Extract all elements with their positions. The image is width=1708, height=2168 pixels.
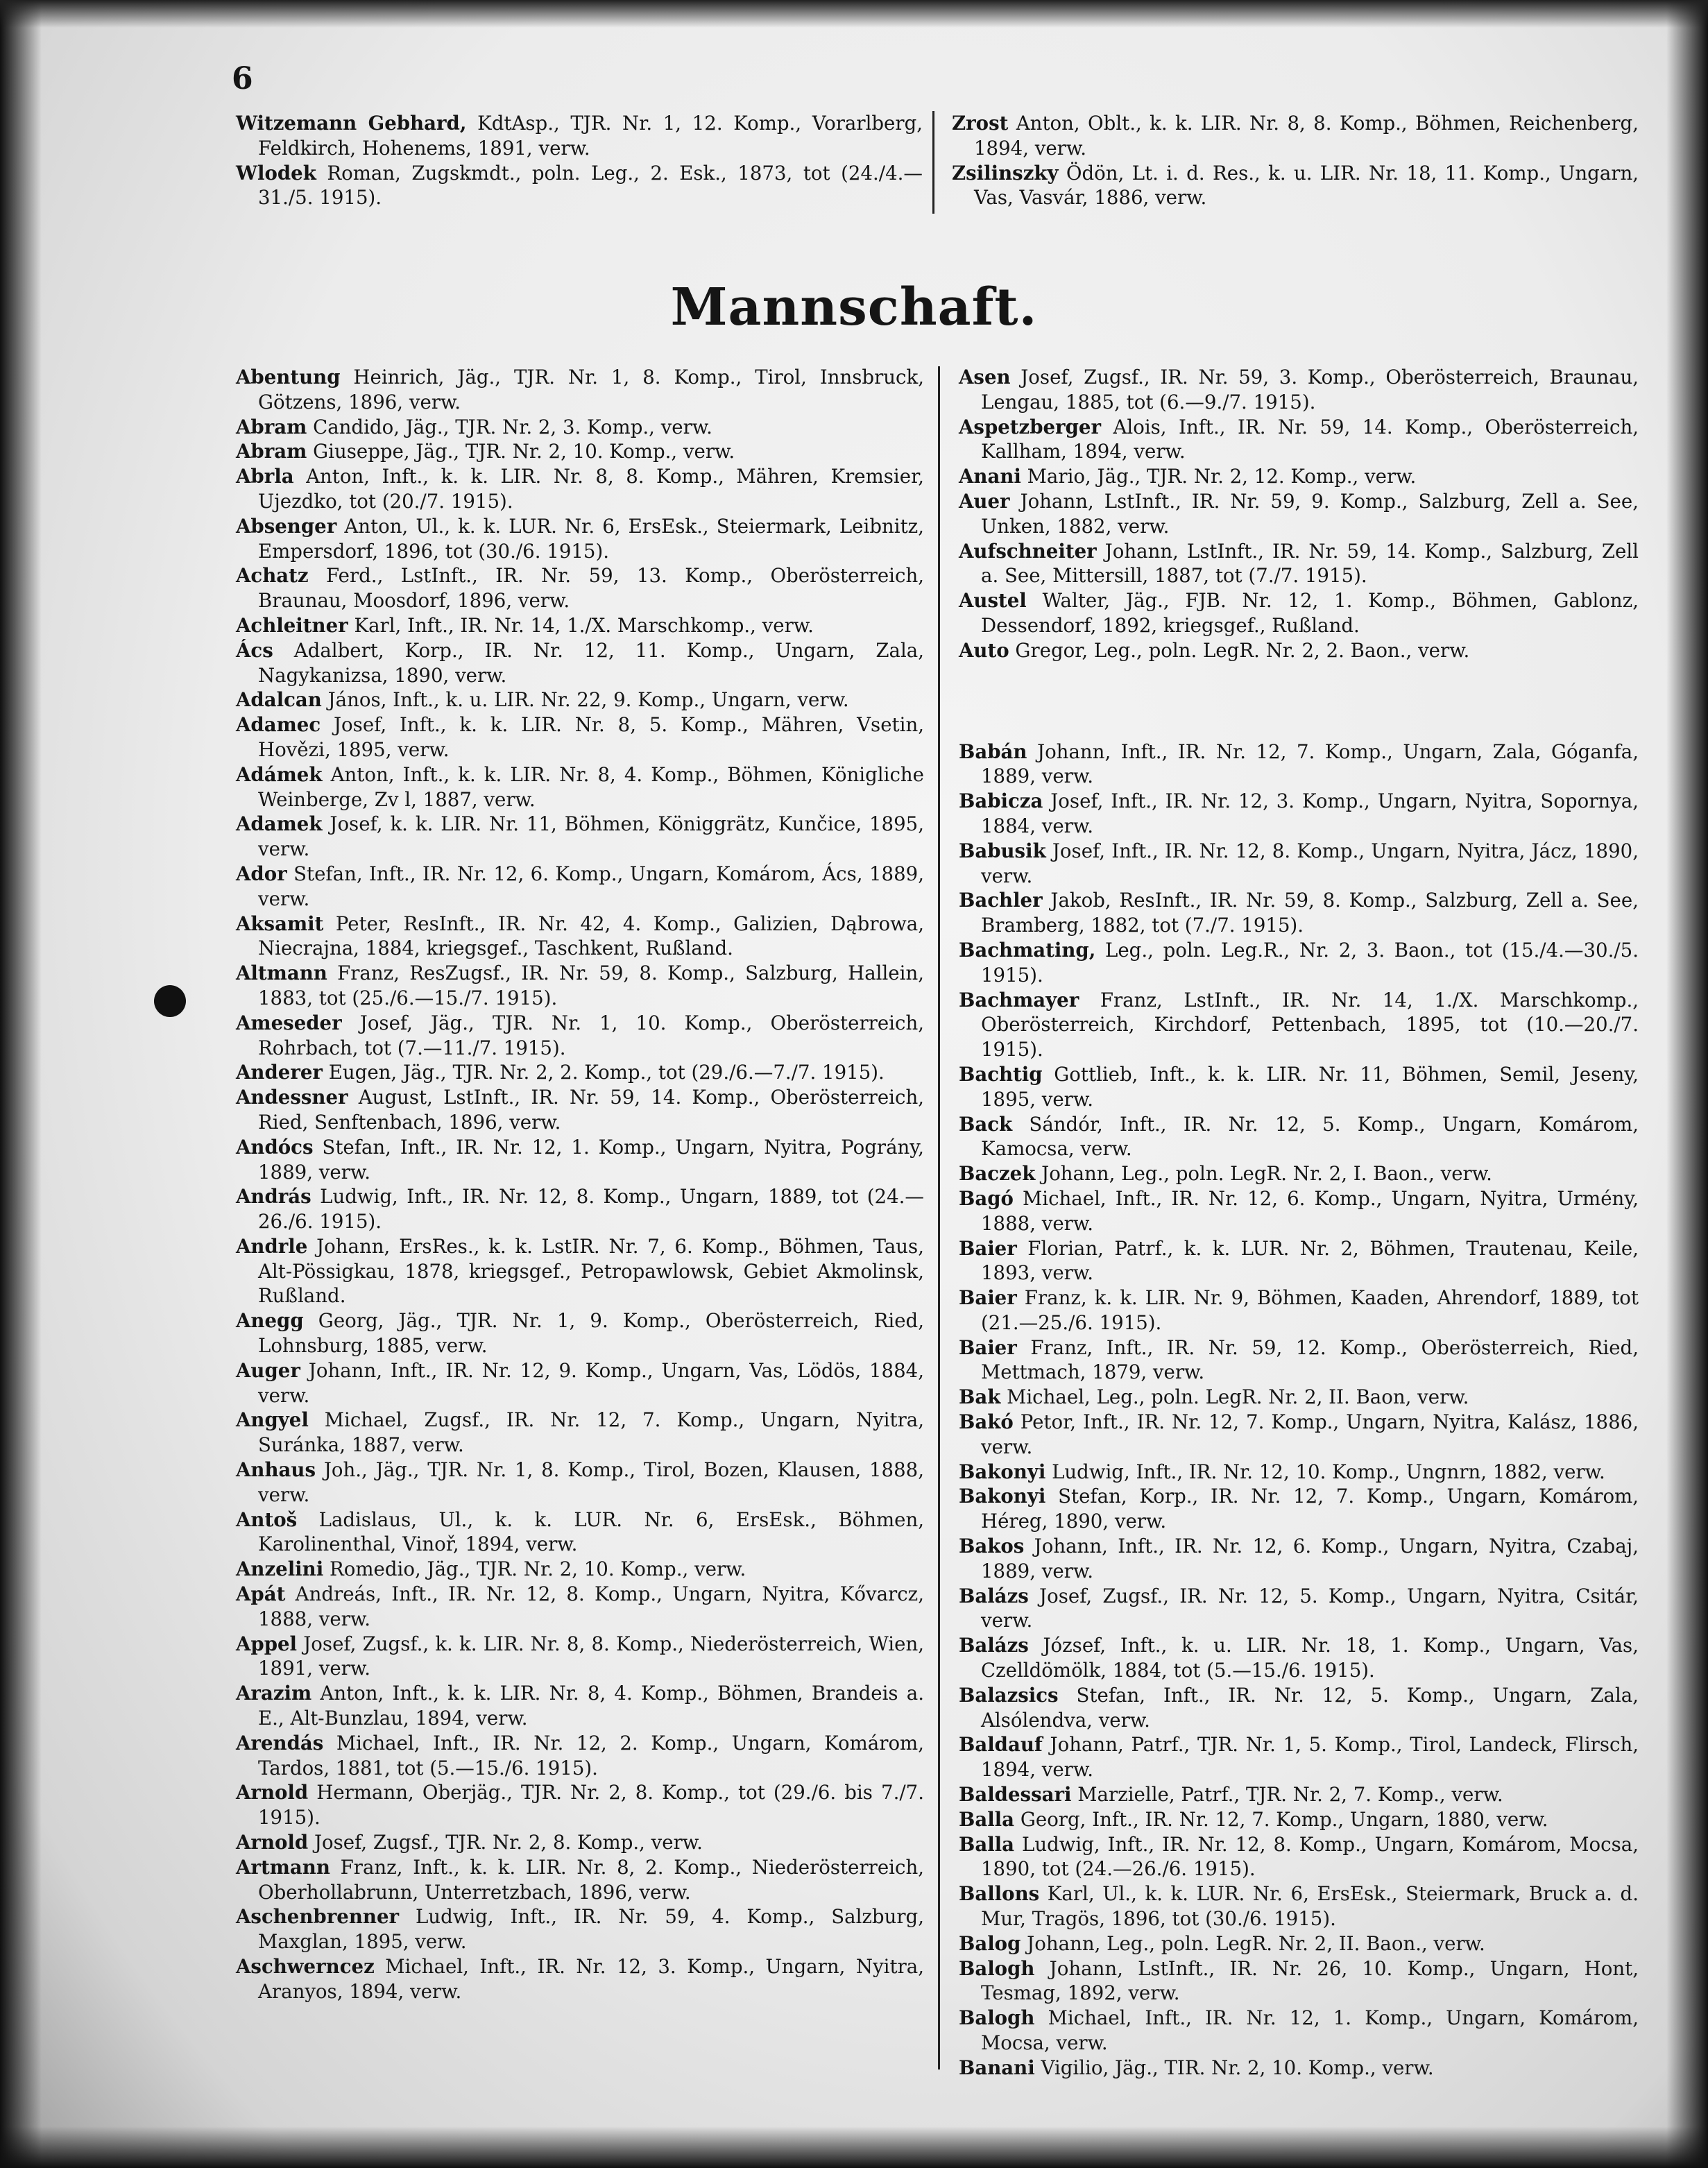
entry-details: Anton, Ul., k. k. LUR. Nr. 6, ErsEsk., Steiermark, Leibnitz, Empersdorf, 1896, tot (30./6. 1915).	[258, 514, 924, 563]
entry-surname: Abram	[236, 440, 307, 463]
roster-entry	[959, 1236, 1639, 1286]
entry-surname: Bachmayer	[959, 988, 1079, 1012]
entry-surname: Arendás	[236, 1731, 324, 1755]
entry-details: Ferd., LstInft., IR. Nr. 59, 13. Komp., Oberösterreich, Braunau, Moosdorf, 1896, verw.	[258, 564, 924, 613]
roster-column-right	[959, 365, 1639, 2081]
entry-details: Josef, Zugsf., IR. Nr. 59, 3. Komp., Oberösterreich, Braunau, Lengau, 1885, tot (6.—9./7. 1915).	[981, 366, 1639, 413]
entry-details: Gregor, Leg., poln. LegR. Nr. 2, 2. Baon., verw.	[1009, 638, 1470, 662]
roster-entry	[236, 812, 924, 862]
roster-entry	[959, 1732, 1639, 1782]
entry-surname: Balog	[959, 1931, 1021, 1955]
entry-surname: Bachtig	[959, 1062, 1043, 1086]
roster-column-left	[236, 365, 924, 2004]
entry-details: Michael, Zugsf., IR. Nr. 12, 7. Komp., Ungarn, Nyitra, Suránka, 1887, verw.	[258, 1408, 924, 1457]
entry-surname: Adamec	[236, 713, 321, 737]
entry-surname: Bak	[959, 1385, 1001, 1409]
entry-surname: Abentung	[236, 366, 341, 389]
entry-details: Johann, Leg., poln. LegR. Nr. 2, II. Baon., verw.	[1020, 1931, 1485, 1955]
entry-surname: Arnold	[236, 1781, 309, 1804]
entry-details: János, Inft., k. u. LIR. Nr. 22, 9. Komp., Ungarn, verw.	[321, 688, 849, 712]
entry-surname: Bakonyi	[959, 1460, 1046, 1483]
entry-details: Josef, Inft., IR. Nr. 12, 3. Komp., Ungarn, Nyitra, Sopornya, 1884, verw.	[981, 789, 1639, 837]
entry-surname: Aksamit	[236, 912, 324, 935]
roster-entry	[236, 862, 924, 912]
roster-entry	[236, 688, 924, 712]
entry-details: Josef, Zugsf., TJR. Nr. 2, 8. Komp., verw.	[308, 1831, 703, 1854]
roster-entry	[236, 1557, 924, 1582]
roster-entry	[959, 938, 1639, 988]
roster-entry	[959, 588, 1639, 638]
entry-details: Michael, Inft., IR. Nr. 12, 6. Komp., Ungarn, Nyitra, Urmény, 1888, verw.	[981, 1186, 1639, 1235]
entry-surname: Asen	[959, 366, 1011, 389]
entry-surname: Baldessari	[959, 1783, 1072, 1807]
entry-details: Candido, Jäg., TJR. Nr. 2, 3. Komp., verw.	[307, 415, 712, 438]
entry-surname: Apát	[236, 1582, 286, 1606]
entry-surname: Back	[959, 1112, 1013, 1136]
entry-surname: Achatz	[236, 564, 309, 588]
roster-entry	[952, 161, 1639, 211]
roster-entry	[236, 1508, 924, 1557]
entry-details: Johann, Inft., IR. Nr. 12, 7. Komp., Ungarn, Zala, Góganfa, 1889, verw.	[981, 740, 1639, 788]
roster-entry	[959, 1460, 1639, 1485]
entry-details: Eugen, Jäg., TJR. Nr. 2, 2. Komp., tot (29./6.—7./7. 1915).	[322, 1061, 885, 1084]
roster-entry	[959, 1161, 1639, 1186]
entry-details: Gottlieb, Inft., k. k. LIR. Nr. 11, Böhmen, Semil, Jeseny, 1895, verw.	[981, 1062, 1639, 1111]
entry-details: Josef, Inft., k. k. LIR. Nr. 8, 5. Komp., Mähren, Vsetin, Hovězi, 1895, verw.	[258, 713, 924, 761]
roster-entry	[959, 1807, 1639, 1832]
entry-details: Anton, Oblt., k. k. LIR. Nr. 8, 8. Komp., Böhmen, Reichenberg, 1894, verw.	[974, 112, 1639, 160]
entry-details: Adalbert, Korp., IR. Nr. 12, 11. Komp., Ungarn, Zala, Nagykanizsa, 1890, verw.	[258, 638, 924, 687]
entry-details: Georg, Inft., IR. Nr. 12, 7. Komp., Ungarn, 1880, verw.	[1014, 1807, 1548, 1831]
roster-entry	[959, 1385, 1639, 1410]
entry-surname: Arazim	[236, 1682, 312, 1705]
roster-entry	[236, 365, 924, 415]
roster-entry	[959, 1484, 1639, 1534]
entry-surname: Anani	[959, 465, 1021, 488]
entry-details: Johann, LstInft., IR. Nr. 26, 10. Komp., Ungarn, Hont, Tesmag, 1892, verw.	[981, 1956, 1639, 2005]
roster-entry	[236, 464, 924, 514]
roster-entry	[236, 439, 924, 464]
roster-entry	[959, 839, 1639, 889]
entry-surname: Abrla	[236, 465, 294, 488]
entry-surname: Babusik	[959, 839, 1046, 862]
roster-entry	[959, 638, 1639, 663]
roster-entry	[959, 789, 1639, 839]
roster-entry	[236, 961, 924, 1011]
entry-surname: Austel	[959, 589, 1027, 613]
entry-surname: Baczek	[959, 1162, 1036, 1186]
roster-entry	[959, 1584, 1639, 1634]
entry-surname: Babicza	[959, 789, 1043, 813]
roster-entry	[952, 111, 1639, 161]
roster-entry	[236, 912, 924, 962]
roster-entry	[236, 514, 924, 564]
entry-surname: Wlodek	[236, 161, 316, 185]
roster-entry	[236, 1458, 924, 1508]
roster-entry	[959, 1062, 1639, 1112]
entry-details: Sándór, Inft., IR. Nr. 12, 5. Komp., Ungarn, Komárom, Kamocsa, verw.	[981, 1112, 1639, 1161]
roster-entry	[959, 1832, 1639, 1882]
entry-details: Johann, Leg., poln. LegR. Nr. 2, I. Baon., verw.	[1035, 1162, 1492, 1186]
entry-details: Franz, LstInft., IR. Nr. 14, 1./X. Marschkomp., Oberösterreich, Kirchdorf, Pettenbach, 1895, tot (10.—20./7. 1915).	[981, 988, 1639, 1061]
entry-details: Franz, Inft., k. k. LIR. Nr. 8, 2. Komp., Niederösterreich, Oberhollabrunn, Unterretzbach, 1896, verw.	[258, 1855, 924, 1904]
officers-column-left	[236, 111, 923, 210]
entry-surname: Artmann	[236, 1855, 330, 1879]
entry-details: Johann, Patrf., TJR. Nr. 1, 5. Komp., Tirol, Landeck, Flirsch, 1894, verw.	[981, 1733, 1639, 1782]
entry-details: Ludwig, Inft., IR. Nr. 12, 8. Komp., Ungarn, Komárom, Mocsa, 1890, tot (24.—26./6. 1915).	[981, 1832, 1639, 1881]
entry-surname: Anhaus	[236, 1458, 316, 1482]
entry-details: Michael, Inft., IR. Nr. 12, 2. Komp., Ungarn, Komárom, Tardos, 1881, tot (5.—15./6. 1915).	[258, 1731, 924, 1779]
entry-details: Stefan, Korp., IR. Nr. 12, 7. Komp., Ungarn, Komárom, Héreg, 1890, verw.	[981, 1485, 1639, 1533]
roster-entry	[236, 1135, 924, 1185]
entry-details: Michael, Leg., poln. LegR. Nr. 2, II. Baon, verw.	[1000, 1385, 1469, 1409]
entry-surname: Ameseder	[236, 1011, 342, 1034]
roster-group-a	[959, 365, 1639, 663]
entry-details: Johann, Inft., IR. Nr. 12, 6. Komp., Ungarn, Nyitra, Czabaj, 1889, verw.	[981, 1535, 1639, 1582]
entry-surname: Andrle	[236, 1234, 308, 1258]
roster-entry	[959, 888, 1639, 938]
entry-details: Ludwig, Inft., IR. Nr. 12, 10. Komp., Ungnrn, 1882, verw.	[1045, 1460, 1605, 1483]
entry-details: Stefan, Inft., IR. Nr. 12, 1. Komp., Ungarn, Nyitra, Pográny, 1889, verw.	[258, 1135, 924, 1184]
entry-details: Florian, Patrf., k. k. LUR. Nr. 2, Böhmen, Trautenau, Keile, 1893, verw.	[981, 1236, 1639, 1285]
entry-details: Petor, Inft., IR. Nr. 12, 7. Komp., Ungarn, Nyitra, Kalász, 1886, verw.	[981, 1410, 1639, 1458]
entry-details: Karl, Inft., IR. Nr. 14, 1./X. Marschkomp., verw.	[348, 613, 814, 637]
entry-details: Georg, Jäg., TJR. Nr. 1, 9. Komp., Oberösterreich, Ried, Lohnsburg, 1885, verw.	[258, 1309, 924, 1358]
roster-entry	[959, 1335, 1639, 1385]
entry-details: Hermann, Oberjäg., TJR. Nr. 2, 8. Komp., tot (29./6. bis 7./7. 1915).	[258, 1781, 924, 1829]
roster-entry	[959, 1112, 1639, 1162]
entry-surname: Aufschneiter	[959, 539, 1097, 563]
entry-surname: Bakonyi	[959, 1485, 1046, 1508]
roster-entry	[236, 161, 923, 211]
entry-surname: Adámek	[236, 762, 323, 786]
roster-entry	[959, 464, 1639, 489]
roster-entry	[959, 365, 1639, 415]
entry-surname: Abram	[236, 415, 307, 438]
scan-edge-top	[0, 0, 1708, 28]
roster-entry	[236, 1234, 924, 1308]
ink-blot	[154, 985, 186, 1017]
roster-entry	[236, 1085, 924, 1135]
scan-edge-bottom	[0, 2126, 1708, 2168]
entry-details: Mario, Jäg., TJR. Nr. 2, 12. Komp., verw.	[1020, 465, 1417, 488]
entry-surname: Baier	[959, 1236, 1017, 1260]
roster-entry	[236, 1681, 924, 1731]
roster-entry	[236, 563, 924, 613]
officers-column-right	[952, 111, 1639, 210]
roster-entry	[236, 1308, 924, 1358]
roster-entry	[959, 2056, 1639, 2081]
entry-surname: Anderer	[236, 1061, 323, 1084]
entry-details: Jakob, ResInft., IR. Nr. 59, 8. Komp., Salzburg, Zell a. See, Bramberg, 1882, tot (7./7. 1915).	[981, 889, 1639, 937]
entry-details: Walter, Jäg., FJB. Nr. 12, 1. Komp., Böhmen, Gablonz, Dessendorf, 1892, kriegsgef., Rußland.	[981, 589, 1639, 637]
entry-surname: Arnold	[236, 1831, 309, 1854]
roster-entry	[959, 1633, 1639, 1683]
entry-surname: Auer	[959, 489, 1010, 513]
entry-details: Andreás, Inft., IR. Nr. 12, 8. Komp., Ungarn, Nyitra, Kővarcz, 1888, verw.	[258, 1582, 924, 1630]
entry-details: Ludwig, Inft., IR. Nr. 59, 4. Komp., Salzburg, Maxglan, 1895, verw.	[258, 1905, 924, 1954]
entry-surname: Andessner	[236, 1086, 348, 1109]
entry-surname: Achleitner	[236, 613, 348, 637]
entry-surname: Baier	[959, 1286, 1017, 1310]
entry-details: Franz, ResZugsf., IR. Nr. 59, 8. Komp., Salzburg, Hallein, 1883, tot (25./6.—15./7. 1915).	[258, 962, 924, 1009]
entry-details: Josef, Zugsf., IR. Nr. 12, 5. Komp., Ungarn, Nyitra, Csitár, verw.	[981, 1584, 1639, 1632]
entry-surname: Bagó	[959, 1186, 1014, 1210]
entry-details: Giuseppe, Jäg., TJR. Nr. 2, 10. Komp., verw.	[307, 440, 735, 463]
entry-surname: Ács	[236, 638, 273, 662]
entry-details: Anton, Inft., k. k. LIR. Nr. 8, 4. Komp., Böhmen, Brandeis a. E., Alt-Bunzlau, 1894, verw.	[258, 1682, 924, 1730]
roster-entry	[236, 1780, 924, 1830]
entry-details: Franz, Inft., IR. Nr. 59, 12. Komp., Oberösterreich, Ried, Mettmach, 1879, verw.	[981, 1335, 1639, 1384]
entry-surname: Ador	[236, 862, 287, 885]
entry-details: Josef, k. k. LIR. Nr. 11, Böhmen, Königgrätz, Kunčice, 1895, verw.	[258, 812, 924, 861]
roster-entry	[959, 539, 1639, 589]
roster-entry	[236, 1060, 924, 1085]
entry-details: Leg., poln. Leg.R., Nr. 2, 3. Baon., tot (15./4.—30./5. 1915).	[981, 938, 1639, 987]
entry-surname: Anzelini	[236, 1557, 324, 1581]
entry-surname: Balla	[959, 1832, 1015, 1856]
entry-surname: Antoš	[236, 1508, 298, 1531]
entry-surname: Baldauf	[959, 1733, 1043, 1757]
entry-details: Alois, Inft., IR. Nr. 59, 14. Komp., Oberösterreich, Kallham, 1894, verw.	[981, 415, 1639, 463]
entry-surname: Witzemann Gebhard,	[236, 112, 467, 135]
entry-surname: Balla	[959, 1807, 1015, 1831]
entry-details: Heinrich, Jäg., TJR. Nr. 1, 8. Komp., Tirol, Innsbruck, Götzens, 1896, verw.	[258, 366, 924, 413]
entry-surname: Zrost	[952, 112, 1009, 135]
entry-details: Franz, k. k. LIR. Nr. 9, Böhmen, Kaaden, Ahrendorf, 1889, tot (21.—25./6. 1915).	[981, 1286, 1639, 1334]
roster-entry	[236, 111, 923, 161]
entry-details: Johann, Inft., IR. Nr. 12, 9. Komp., Ungarn, Vas, Lödös, 1884, verw.	[258, 1358, 924, 1407]
roster-entry	[236, 712, 924, 762]
entry-surname: Adamek	[236, 812, 323, 836]
entry-surname: Banani	[959, 2056, 1035, 2079]
column-divider-top	[932, 111, 934, 214]
entry-surname: Bachler	[959, 889, 1043, 912]
entry-details: Michael, Inft., IR. Nr. 12, 3. Komp., Ungarn, Nyitra, Aranyos, 1894, verw.	[258, 1955, 924, 2003]
roster-entry	[959, 1956, 1639, 2006]
roster-entry	[236, 1855, 924, 1905]
entry-details: Michael, Inft., IR. Nr. 12, 1. Komp., Ungarn, Komárom, Mocsa, verw.	[981, 2006, 1639, 2054]
roster-entry	[959, 988, 1639, 1062]
roster-entry	[959, 1782, 1639, 1807]
entry-details: Ludwig, Inft., IR. Nr. 12, 8. Komp., Ungarn, 1889, tot (24.—26./6. 1915).	[258, 1185, 924, 1234]
entry-surname: Bakó	[959, 1410, 1014, 1434]
roster-entry	[236, 1184, 924, 1234]
column-divider	[938, 366, 940, 2069]
entry-surname: Angyel	[236, 1408, 309, 1432]
roster-entry	[236, 1358, 924, 1408]
roster-group-b	[959, 740, 1639, 2081]
page-number: 6	[232, 61, 253, 96]
roster-entry	[236, 1904, 924, 1954]
roster-entry	[236, 415, 924, 440]
entry-details: József, Inft., k. u. LIR. Nr. 18, 1. Komp., Ungarn, Vas, Czelldömölk, 1884, tot (5.—15./6. 1915).	[981, 1634, 1639, 1682]
entry-surname: Balogh	[959, 2006, 1035, 2030]
entry-surname: Altmann	[236, 962, 327, 985]
entry-details: Stefan, Inft., IR. Nr. 12, 6. Komp., Ungarn, Komárom, Ács, 1889, verw.	[258, 862, 924, 910]
roster-entry	[236, 1954, 924, 2004]
entry-surname: Babán	[959, 740, 1027, 763]
entry-surname: Absenger	[236, 514, 337, 538]
entry-surname: Aspetzberger	[959, 415, 1101, 438]
roster-entry	[959, 1881, 1639, 1931]
roster-entry	[959, 740, 1639, 789]
roster-entry	[236, 762, 924, 812]
entry-details: Johann, ErsRes., k. k. LstIR. Nr. 7, 6. Komp., Böhmen, Taus, Alt-Pössigkau, 1878, kriegsgef., Petropawlowsk, Gebiet Akmolinsk, Rußland.	[258, 1234, 924, 1308]
entry-surname: Andócs	[236, 1135, 314, 1159]
entry-surname: Appel	[236, 1632, 298, 1655]
entry-details: Josef, Jäg., TJR. Nr. 1, 10. Komp., Oberösterreich, Rohrbach, tot (7.—11./7. 1915).	[258, 1011, 924, 1059]
roster-entry	[959, 1534, 1639, 1584]
roster-entry	[959, 1186, 1639, 1236]
entry-details: KdtAsp., TJR. Nr. 1, 12. Komp., Vorarlberg, Feldkirch, Hohenems, 1891, verw.	[258, 112, 923, 160]
entry-surname: Adalcan	[236, 688, 322, 712]
roster-entry	[959, 415, 1639, 465]
entry-details: August, LstInft., IR. Nr. 59, 14. Komp., Oberösterreich, Ried, Senftenbach, 1896, verw.	[258, 1086, 924, 1134]
entry-surname: Bakos	[959, 1535, 1025, 1558]
entry-surname: Bachmating,	[959, 938, 1096, 962]
entry-details: Anton, Inft., k. k. LIR. Nr. 8, 8. Komp., Mähren, Kremsier, Ujezdko, tot (20./7. 1915).	[258, 465, 924, 513]
entry-details: Romedio, Jäg., TJR. Nr. 2, 10. Komp., verw.	[323, 1557, 746, 1581]
roster-entry	[959, 489, 1639, 539]
roster-entry	[959, 1683, 1639, 1733]
entry-surname: Balogh	[959, 1956, 1035, 1980]
letter-group-gap	[959, 663, 1639, 740]
roster-entry	[236, 1408, 924, 1458]
entry-details: Roman, Zugskmdt., poln. Leg., 2. Esk., 1873, tot (24./4.—31./5. 1915).	[258, 161, 923, 210]
entry-surname: Auger	[236, 1358, 300, 1382]
entry-details: Josef, Inft., IR. Nr. 12, 8. Komp., Ungarn, Nyitra, Jácz, 1890, verw.	[981, 839, 1639, 887]
entry-details: Anton, Inft., k. k. LIR. Nr. 8, 4. Komp., Böhmen, Königliche Weinberge, Zv l, 1887, verw.	[258, 762, 924, 811]
roster-entry	[236, 638, 924, 688]
entry-details: Ödön, Lt. i. d. Res., k. u. LIR. Nr. 18, 11. Komp., Ungarn, Vas, Vasvár, 1886, verw.	[974, 161, 1639, 210]
entry-details: Johann, LstInft., IR. Nr. 59, 14. Komp., Salzburg, Zell a. See, Mittersill, 1887, tot (7./7. 1915).	[981, 539, 1639, 588]
roster-entry	[959, 1286, 1639, 1335]
entry-surname: András	[236, 1185, 311, 1209]
roster-entry	[236, 1830, 924, 1855]
entry-details: Johann, LstInft., IR. Nr. 59, 9. Komp., Salzburg, Zell a. See, Unken, 1882, verw.	[981, 489, 1639, 538]
entry-details: Josef, Zugsf., k. k. LIR. Nr. 8, 8. Komp., Niederösterreich, Wien, 1891, verw.	[258, 1632, 924, 1680]
entry-surname: Aschwerncez	[236, 1955, 375, 1978]
section-heading: Mannschaft.	[670, 278, 1038, 337]
entry-surname: Ballons	[959, 1882, 1040, 1906]
entry-surname: Balázs	[959, 1634, 1029, 1657]
entry-details: Marzielle, Patrf., TJR. Nr. 2, 7. Komp., verw.	[1071, 1783, 1503, 1807]
entry-surname: Baier	[959, 1335, 1017, 1359]
roster-entry	[236, 1582, 924, 1632]
entry-surname: Balazsics	[959, 1683, 1059, 1707]
roster-entry	[236, 1011, 924, 1061]
entry-details: Joh., Jäg., TJR. Nr. 1, 8. Komp., Tirol, Bozen, Klausen, 1888, verw.	[258, 1458, 924, 1506]
entry-surname: Auto	[959, 638, 1009, 662]
roster-entry	[959, 2006, 1639, 2056]
roster-entry	[959, 1931, 1639, 1956]
entry-details: Ladislaus, Ul., k. k. LUR. Nr. 6, ErsEsk., Böhmen, Karolinenthal, Vinoř, 1894, verw.	[258, 1508, 924, 1556]
entry-surname: Aschenbrenner	[236, 1905, 400, 1929]
roster-entry	[236, 1731, 924, 1781]
roster-entry	[236, 1632, 924, 1682]
entry-details: Stefan, Inft., IR. Nr. 12, 5. Komp., Ungarn, Zala, Alsólendva, verw.	[981, 1683, 1639, 1732]
roster-entry	[236, 613, 924, 638]
entry-details: Karl, Ul., k. k. LUR. Nr. 6, ErsEsk., Steiermark, Bruck a. d. Mur, Tragös, 1896, tot (30./6. 1915).	[981, 1882, 1639, 1931]
entry-details: Vigilio, Jäg., TIR. Nr. 2, 10. Komp., verw.	[1034, 2056, 1434, 2079]
entry-surname: Balázs	[959, 1584, 1029, 1607]
entry-surname: Zsilinszky	[952, 161, 1059, 185]
roster-entry	[959, 1410, 1639, 1460]
entry-details: Peter, ResInft., IR. Nr. 42, 4. Komp., Galizien, Dąbrowa, Niecrajna, 1884, kriegsgef., Taschkent, Rußland.	[258, 912, 924, 960]
entry-surname: Anegg	[236, 1309, 304, 1333]
